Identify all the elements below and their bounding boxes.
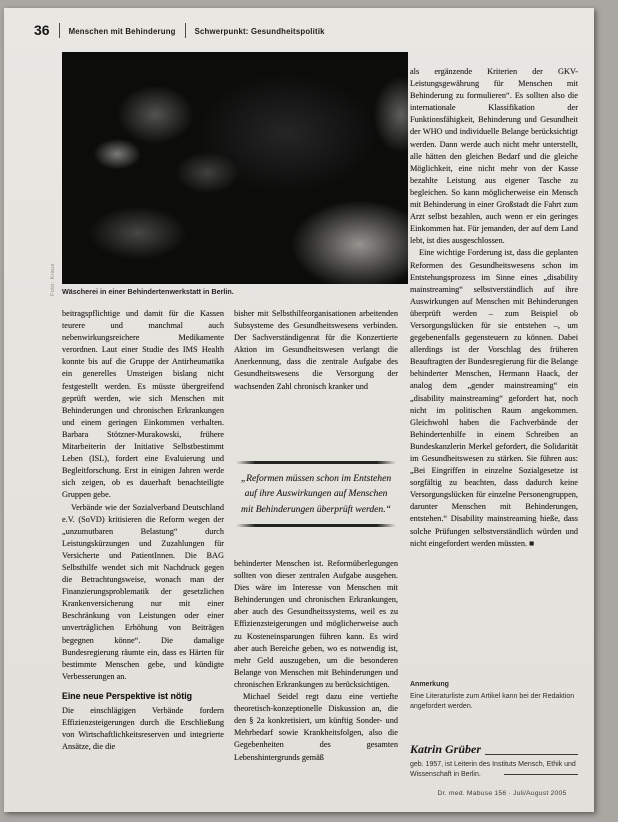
article-note (410, 680, 578, 712)
quote-rule-top (236, 461, 396, 464)
header-section-label: Menschen mit Behinderung (68, 26, 176, 36)
header-topic-label: Schwerpunkt: Gesundheitspolitik (194, 26, 325, 36)
author-name: Katrin Grüber (410, 742, 482, 756)
body-paragraph: bisher mit Selbsthilfeorganisationen arbeitenden Subsysteme des Gesundheitswesens verbinden. Der Sachverständigenrat für die Konzertierte Aktion im Gesundheitswesen verlangt die Anerkennung, dass die zentrale Aufgabe des Gesundheitswesens die Versorgung der wachsenden Zahl chronisch kranker und (234, 309, 398, 391)
page-header (34, 22, 325, 38)
body-paragraph: Die einschlägigen Verbände fordern Effizienzsteigerungen durch die Erschließung von Wirtschaftlichkeitsreserven und integrierte Ansätze, die die (62, 706, 224, 752)
quote-rule-bottom (236, 524, 396, 527)
pull-quote-text: „Reformen müssen schon im Entstehen auf ihre Auswirkungen auf Menschen mit Behinderungen überprüft werden.“ (240, 472, 392, 515)
note-heading: Anmerkung (410, 681, 449, 688)
author-bio-rule (504, 774, 578, 775)
body-paragraph: Eine wichtige Forderung ist, dass die geplanten Reformen des Gesundheitswesens schon im Entstehungsprozess im Sinne eines „disability mainstreaming“ selbstverständlich auf ihre Auswirkungen auf Menschen mit Behinderungen überprüft werden – zum Beispiel ob Versorgungslücken für sie entstehen –, um gegebenenfalls gegensteuern zu können. Dabei allerdings ist der Vorschlag des früheren Beauftragten der Bundesregierung für die Belange behinderter Menschen, Hermann Haack, der analog dem „gender mainstreaming“ ein „disability mainstreaming“ gefordert hat, noch nicht im politischen Raum angekommen. Gleichwohl haben die Fachverbände der Behindertenhilfe in einem Schreiben an Bundeskanzlerin Merkel gefordert, die Solidarität im Gesundheitswesen zu stärken. Sie führen aus: „Bei Eingriffen in einzelne Sozialgesetze ist sorgfältig zu beachten, dass dadurch keine Versorgungslücken für einzelne Personengruppen, darunter Menschen mit Behinderungen, entstehen.“ Disability mainstreaming hieße, dass solche Prüfungen selbstverständlich würden und nicht eingefordert werden müssten. ■ (410, 248, 578, 548)
body-paragraph: behinderter Menschen ist. Reformüberlegungen sollten von dieser zentralen Aufgabe ausgehen. Dies wäre im Interesse von Menschen mit Behinderungen und chronischen Erkrankungen, aber auch des Gesundheitssystems, weil es zu Effizienzsteigerungen und möglicherweise auch zu Kosteneinsparungen führen kann. Es wird aber auch Bereiche geben, wo es notwendig ist, mehr Geld auszugeben, um die besonderen Belange von Menschen mit Behinderungen und chronischen Erkrankungen zu berücksichtigen. (234, 559, 398, 689)
author-rule (485, 754, 578, 755)
header-divider (185, 23, 186, 38)
body-paragraph: Verbände wie der Sozialverband Deutschland e.V. (SoVD) kritisieren die Reform wegen der „unzumutbaren Belastung“ durch Leistungskürzungen und Zuzahlungen für Versicherte und PatientInnen. Die BAG Selbsthilfe wendet sich mit Nachdruck gegen die Betrachtungsweise, wonach man der Finanzierungsproblematik der gesetzlichen Krankenversicherung nur mit einer Beschränkung von Leistungen oder einer unverträglichen Erhöhung von Beiträgen begegnen könne“. Die damalige Bundesregierung räumte ein, dass es Härten für bestimmte Menschen gebe, und kündigte Verbesserungen an. (62, 502, 224, 681)
article-photo (62, 52, 408, 284)
text-column-middle (234, 308, 398, 811)
body-paragraph: Michael Seidel regt dazu eine vertiefte theoretisch-konzeptionelle Diskussion an, die den § 2a konkretisiert, um künftig Sonder- und Mehrbedarf sowie Krankheitsfolgen, also die Gegebenheiten des gesamten Lebenshintergrunds gemäß (234, 692, 398, 762)
photo-caption: Wäscherei in einer Behindertenwerkstatt in Berlin. (62, 287, 234, 296)
author-block (410, 742, 578, 778)
magazine-page (4, 8, 594, 812)
text-column-left (62, 308, 224, 803)
text-column-right (410, 66, 578, 672)
header-divider (59, 23, 60, 38)
journal-footer: Dr. med. Mabuse 156 · Juli/August 2005 (437, 790, 567, 797)
body-paragraph: als ergänzende Kriterien der GKV-Leistungsgewährung für Menschen mit Behinderung zu formulieren“. Es sollten also die internationale Klassifikation der Funktionsfähigkeit, Behinderung und Gesundheit der WHO und individuelle Belange berücksichtigt werden. Dann werde auch nicht mehr unterstellt, alle hätten den gleichen Bedarf und die gleiche Möglichkeit, eine nicht mehr von der Kasse bezahlte Leistung aus eigener Tasche zu begleichen. So kann möglicherweise ein Mensch mit Behinderung in einer Großstadt die Fahrt zum Arzt selbst bezahlen, auch wenn er ein geringes Einkommen hat. Für jemanden, der auf dem Land lebt, ist dies ausgeschlossen. (410, 67, 578, 246)
section-subheading: Eine neue Perspektive ist nötig (62, 690, 193, 701)
photo-credit: Foto: Kraus (50, 263, 56, 296)
note-text: Eine Literaturliste zum Artikel kann bei der Redaktion angefordert werden. (410, 693, 575, 710)
body-paragraph: beitragspflichtige und damit für die Kassen teurere und manchmal auch nebenwirkungsreichere Medikamente verordnen. Laut einer Studie des IMS Health konnte bis auf die Gruppe der Antirheumatika ein generelles Umsteigen bislang nicht festgestellt werden. Es müsste übergreifend geprüft werden, wie sich Menschen mit Behinderungen und chronischen Erkrankungen und einem geringen Einkommen verhalten. Barbara Stötzner-Murakowski, frühere Mitarbeiterin der Initiative Selbstbestimmt Leben (ISL), fordert eine Evaluierung und Begleitforschung. Erst in einigen Jahren werde sich zeigen, ob es dauerhaft benachteiligte Gruppen gebe. (62, 309, 224, 500)
pull-quote-block (234, 430, 398, 558)
page-number: 36 (34, 22, 50, 38)
author-bio: geb. 1957, ist Leiterin des Instituts Mensch, Ethik und Wissenschaft in Berlin. (410, 761, 576, 778)
